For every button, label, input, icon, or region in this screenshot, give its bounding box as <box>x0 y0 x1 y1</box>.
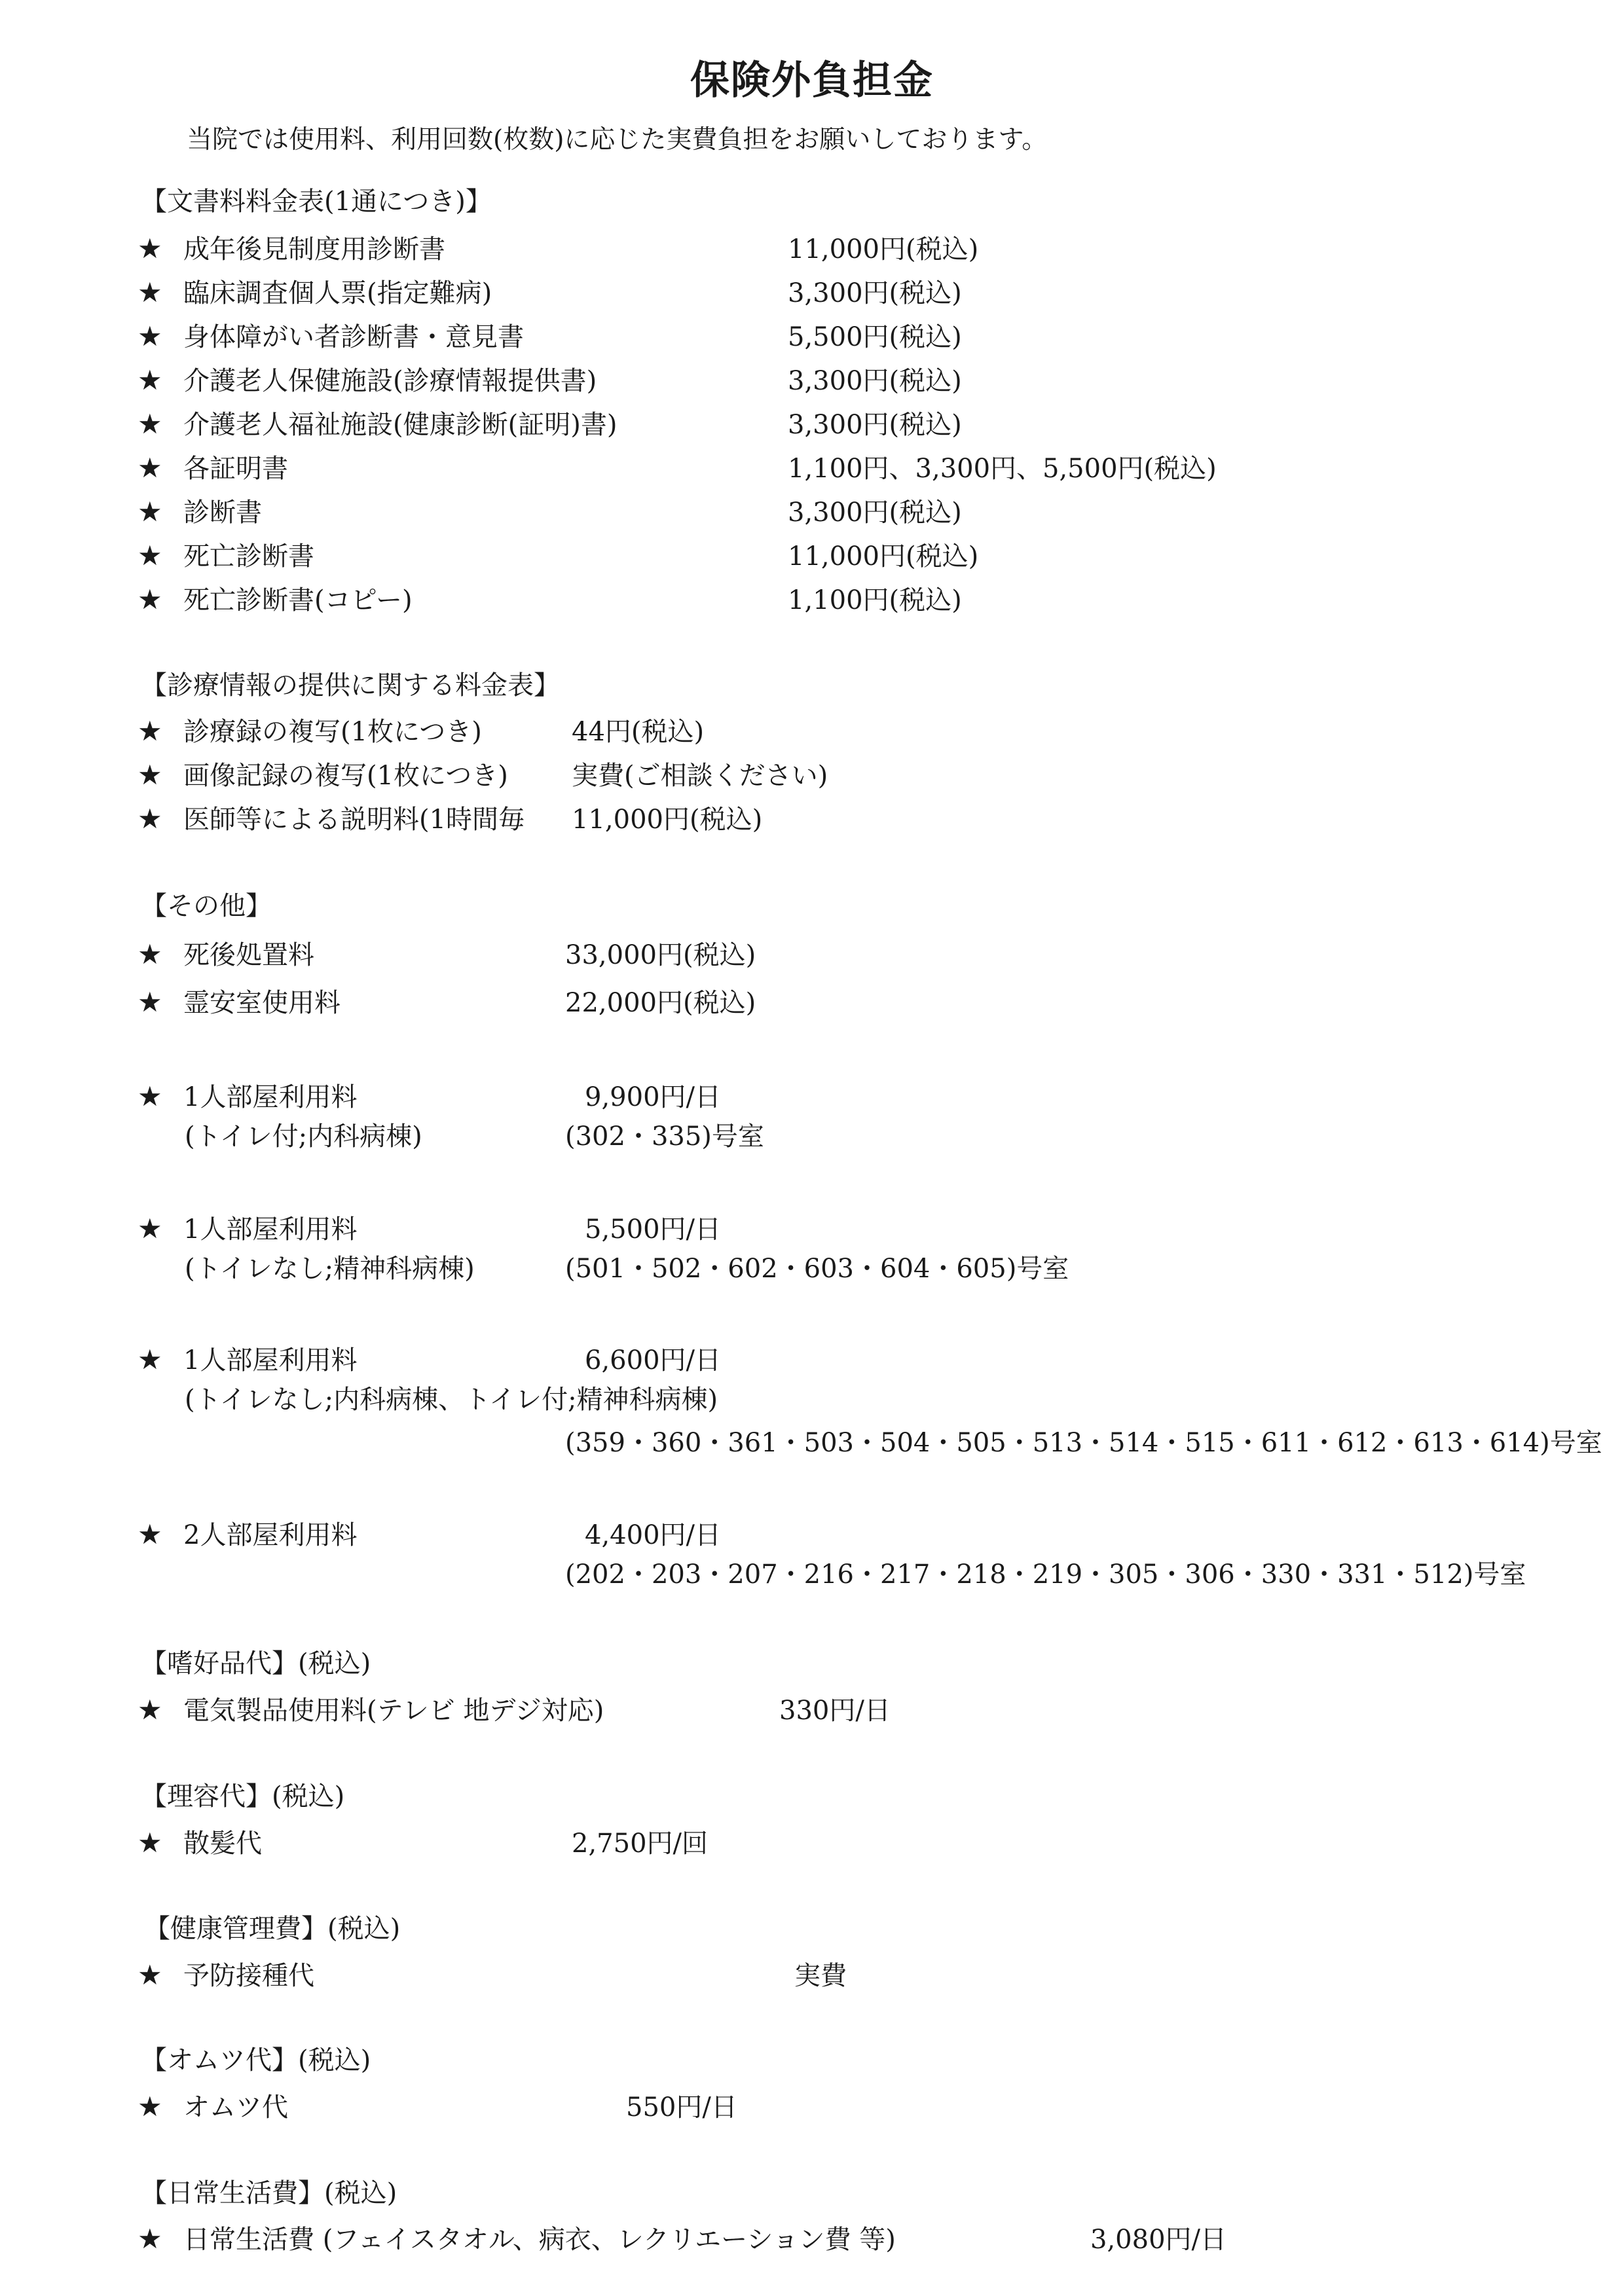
documents-row <box>138 492 1604 530</box>
star-icon: ★ <box>138 715 162 747</box>
item-label: 霊安室使用料 <box>183 988 341 1018</box>
item-label: 診療録の複写(1枚につき) <box>183 717 482 747</box>
luxury-heading: 【嗜好品代】(税込) <box>141 1649 371 1679</box>
other-row <box>138 982 1604 1020</box>
diapers-row <box>138 2086 1604 2124</box>
item-price: 330円/日 <box>779 1696 891 1726</box>
star-icon: ★ <box>138 1080 162 1112</box>
barber-row <box>138 1823 1604 1861</box>
item-label: 死亡診断書 <box>183 541 314 572</box>
medical-info-heading: 【診療情報の提供に関する料金表】 <box>141 670 560 701</box>
item-price: 3,300円(税込) <box>788 278 962 308</box>
item-label: 1人部屋利用料 <box>183 1345 358 1376</box>
star-icon: ★ <box>138 496 162 528</box>
item-label: 散髪代 <box>183 1829 262 1859</box>
star-icon: ★ <box>138 1518 162 1550</box>
star-icon: ★ <box>138 1959 162 1991</box>
item-price: 9,900円/日 <box>585 1082 721 1112</box>
star-icon: ★ <box>138 408 162 440</box>
documents-row <box>138 448 1604 486</box>
barber-heading: 【理容代】(税込) <box>141 1781 345 1812</box>
star-icon: ★ <box>138 1212 162 1245</box>
star-icon: ★ <box>138 2223 162 2255</box>
item-price: 550円/日 <box>626 2092 737 2123</box>
item-label: 死亡診断書(コピー) <box>183 585 413 615</box>
item-price: 実費 <box>794 1961 847 1991</box>
room-numbers: (302・335)号室 <box>565 1121 764 1152</box>
medical-info-row <box>138 711 1604 749</box>
item-price: 1,100円、3,300円、5,500円(税込) <box>788 454 1217 484</box>
item-label: 1人部屋利用料 <box>183 1214 358 1245</box>
star-icon: ★ <box>138 2090 162 2123</box>
room-numbers: (501・502・602・603・604・605)号室 <box>565 1254 1069 1284</box>
item-label: オムツ代 <box>183 2092 288 2123</box>
item-label: 電気製品使用料(テレビ 地デジ対応) <box>183 1696 604 1726</box>
health-heading: 【健康管理費】(税込) <box>144 1914 401 1944</box>
item-label: 日常生活費 (フェイスタオル、病衣、レクリエーション費 等) <box>183 2225 896 2255</box>
item-price: 3,300円(税込) <box>788 498 962 528</box>
diapers-heading: 【オムツ代】(税込) <box>141 2045 371 2075</box>
star-icon: ★ <box>138 1694 162 1726</box>
item-price: 11,000円(税込) <box>788 541 979 572</box>
item-price: 5,500円(税込) <box>788 322 962 352</box>
star-icon: ★ <box>138 986 162 1018</box>
item-label: 予防接種代 <box>183 1961 314 1991</box>
item-label: 身体障がい者診断書・意見書 <box>183 322 524 352</box>
room-condition: (トイレ付;内科病棟) <box>185 1121 422 1152</box>
documents-row <box>138 536 1604 574</box>
star-icon: ★ <box>138 1343 162 1376</box>
item-price: 44円(税込) <box>572 717 705 747</box>
other-heading: 【その他】 <box>141 891 272 921</box>
item-price: 11,000円(税込) <box>788 234 979 264</box>
star-icon: ★ <box>138 320 162 352</box>
star-icon: ★ <box>138 539 162 572</box>
star-icon: ★ <box>138 759 162 791</box>
item-label: 医師等による説明料(1時間毎 <box>183 805 525 835</box>
page-title: 保険外負担金 <box>690 58 934 103</box>
item-label: 診断書 <box>183 498 262 528</box>
room-numbers: (359・360・361・503・504・505・513・514・515・611・612・613・614)号室 <box>565 1428 1602 1458</box>
item-price: 2,750円/回 <box>572 1829 708 1859</box>
room-row <box>138 1514 1604 1552</box>
star-icon: ★ <box>138 276 162 308</box>
star-icon: ★ <box>138 364 162 396</box>
item-label: 画像記録の複写(1枚につき) <box>183 761 508 791</box>
documents-row <box>138 579 1604 617</box>
medical-info-row <box>138 755 1604 793</box>
star-icon: ★ <box>138 232 162 264</box>
item-price: 3,300円(税込) <box>788 366 962 396</box>
star-icon: ★ <box>138 1827 162 1859</box>
documents-row <box>138 404 1604 442</box>
item-label: 1人部屋利用料 <box>183 1082 358 1112</box>
star-icon: ★ <box>138 938 162 970</box>
item-price: 3,300円(税込) <box>788 410 962 440</box>
room-condition: (トイレなし;精神科病棟) <box>185 1254 475 1284</box>
documents-heading: 【文書料料金表(1通につき)】 <box>141 187 492 217</box>
documents-row <box>138 360 1604 398</box>
intro-text: 当院では使用料、利用回数(枚数)に応じた実費負担をお願いしております。 <box>187 125 1048 155</box>
item-price: 3,080円/日 <box>1090 2225 1227 2255</box>
item-label: 介護老人福祉施設(健康診断(証明)書) <box>183 410 618 440</box>
item-label: 各証明書 <box>183 454 288 484</box>
room-row <box>138 1076 1604 1114</box>
item-label: 成年後見制度用診断書 <box>183 234 445 264</box>
item-price: 4,400円/日 <box>585 1520 721 1550</box>
documents-row <box>138 228 1604 266</box>
daily-row <box>138 2219 1604 2257</box>
item-price: 11,000円(税込) <box>572 805 763 835</box>
item-price: 33,000円(税込) <box>565 940 756 970</box>
item-price: 実費(ご相談ください) <box>572 761 828 791</box>
health-row <box>138 1955 1604 1993</box>
luxury-row <box>138 1690 1604 1728</box>
item-label: 死後処置料 <box>183 940 314 970</box>
star-icon: ★ <box>138 452 162 484</box>
item-label: 2人部屋利用料 <box>183 1520 358 1550</box>
documents-row <box>138 272 1604 310</box>
star-icon: ★ <box>138 583 162 615</box>
documents-row <box>138 316 1604 354</box>
room-row <box>138 1339 1604 1377</box>
medical-info-row <box>138 799 1604 837</box>
other-row <box>138 934 1604 972</box>
item-price: 22,000円(税込) <box>565 988 756 1018</box>
item-price: 5,500円/日 <box>585 1214 721 1245</box>
item-price: 6,600円/日 <box>585 1345 721 1376</box>
room-condition: (トイレなし;内科病棟、トイレ付;精神科病棟) <box>185 1385 718 1415</box>
daily-heading: 【日常生活費】(税込) <box>141 2178 397 2208</box>
star-icon: ★ <box>138 803 162 835</box>
item-label: 臨床調査個人票(指定難病) <box>183 278 492 308</box>
room-numbers: (202・203・207・216・217・218・219・305・306・330・331・512)号室 <box>565 1559 1526 1590</box>
item-label: 介護老人保健施設(診療情報提供書) <box>183 366 597 396</box>
room-row <box>138 1209 1604 1247</box>
item-price: 1,100円(税込) <box>788 585 962 615</box>
